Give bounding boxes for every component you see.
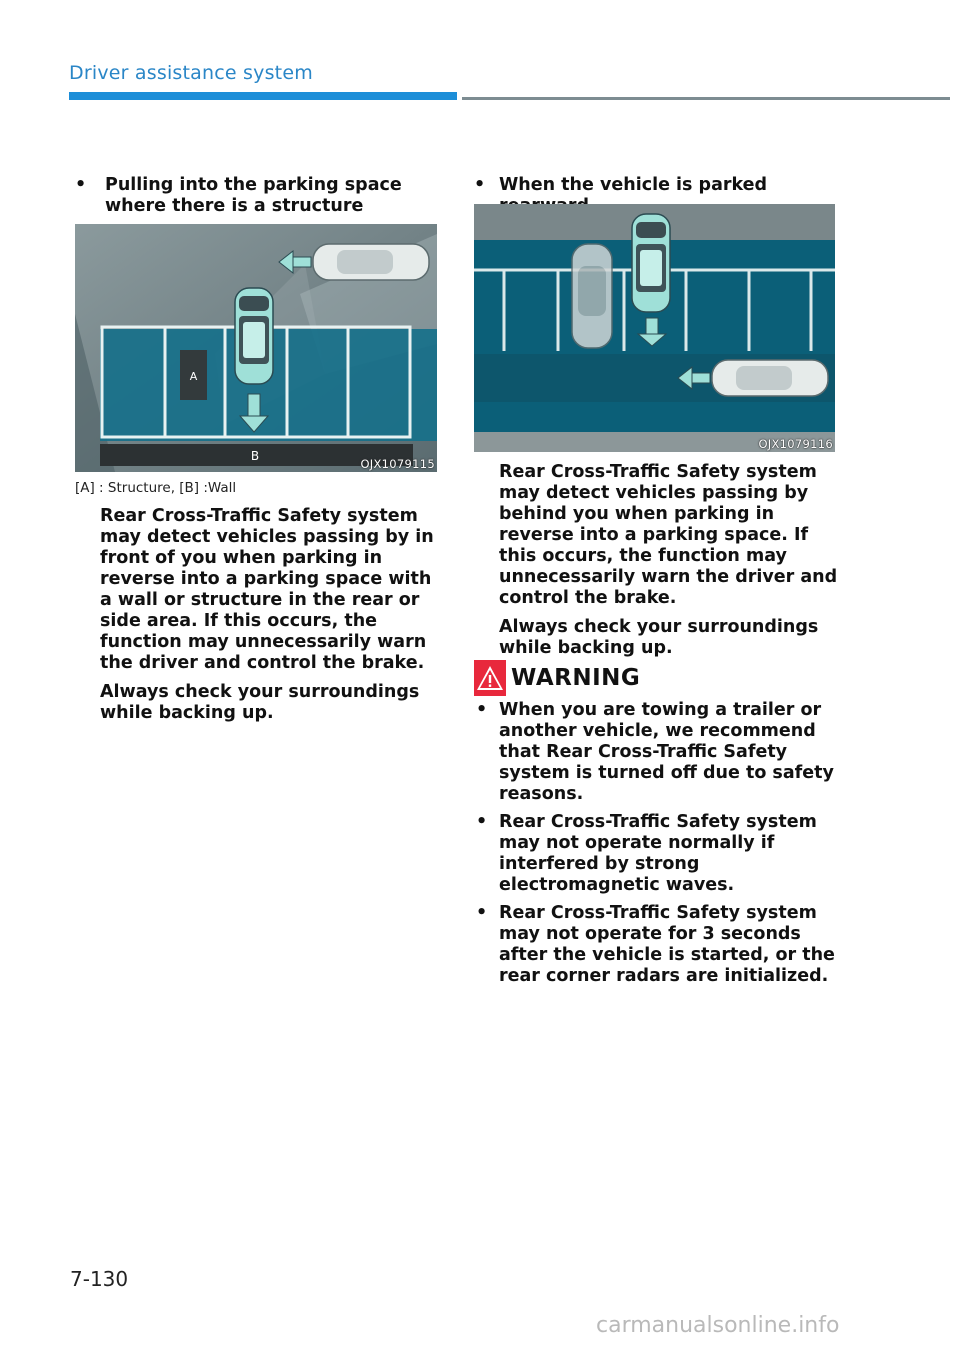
right-paragraph-1: Rear Cross-Traffic Safety system may detect vehicles passing by behind you when parking in reverse into a parking space. If this occurs, the function may unnecessarily warn the driver and control the brake. xyxy=(499,462,838,608)
parked-sedan-icon xyxy=(572,244,612,348)
structure-label: A xyxy=(189,370,198,383)
warning-list xyxy=(474,700,839,994)
left-paragraph-1: Rear Cross-Traffic Safety system may detect vehicles passing by in front of you when parking in reverse into a parking space with a wall or structure in the rear or side area. If this occurs, the function may unnecessarily warn the driver and control the brake. xyxy=(100,506,434,673)
header-rule-accent xyxy=(69,92,457,100)
warning-item: • Rear Cross-Traffic Safety system may not operate normally if interfered by strong electromagnetic waves. xyxy=(476,812,817,895)
header-rule xyxy=(462,97,950,100)
figure-code: OJX1079115 xyxy=(360,457,435,471)
page-number: 7-130 xyxy=(70,1267,129,1291)
warning-item-text: When you are towing a trailer or another vehicle, we recommend that Rear Cross-Traffic Safety system is turned off due to safety reasons. xyxy=(499,700,834,804)
left-bullet-heading xyxy=(75,175,440,217)
figure-caption: [A] : Structure, [B] :Wall xyxy=(75,480,237,496)
warning-item: • Rear Cross-Traffic Safety system may not operate for 3 seconds after the vehicle is started, or the rear corner radars are initialized. xyxy=(476,903,835,986)
warning-icon xyxy=(474,660,506,696)
figure-rearward-parking xyxy=(474,204,835,452)
parking-rearward-illustration xyxy=(474,204,835,452)
warning-label: WARNING xyxy=(511,665,641,691)
watermark: carmanualsonline.info xyxy=(596,1313,840,1338)
figure-code: OJX1079116 xyxy=(758,437,833,451)
sedan-icon xyxy=(712,360,828,396)
parking-structure-illustration xyxy=(75,224,437,472)
right-bullet-title: When the vehicle is parked xyxy=(499,175,768,195)
bullet-dot: • xyxy=(75,175,87,195)
left-body xyxy=(100,506,440,732)
wall-label: B xyxy=(250,449,260,463)
figure-structure-parking xyxy=(75,224,437,472)
suv-icon xyxy=(632,214,670,312)
right-body xyxy=(499,462,839,667)
section-title: Driver assistance system xyxy=(69,62,313,84)
sedan-icon xyxy=(313,244,429,280)
suv-icon xyxy=(235,288,273,384)
right-paragraph-2: Always check your surroundings while backing up. xyxy=(499,617,819,658)
warning-item-text: Rear Cross-Traffic Safety system may not operate normally if interfered by strong electromagnetic waves. xyxy=(499,812,817,895)
left-paragraph-2: Always check your surroundings while backing up. xyxy=(100,682,420,723)
warning-item-text: Rear Cross-Traffic Safety system may not operate for 3 seconds after the vehicle is started, or the rear corner radars are initialized. xyxy=(499,903,835,986)
bullet-dot: • xyxy=(474,175,486,195)
warning-item: • When you are towing a trailer or another vehicle, we recommend that Rear Cross-Traffic Safety system is turned off due to safety reasons. xyxy=(476,700,834,804)
left-bullet-title: Pulling into the parking space where there is a structure xyxy=(105,175,402,216)
